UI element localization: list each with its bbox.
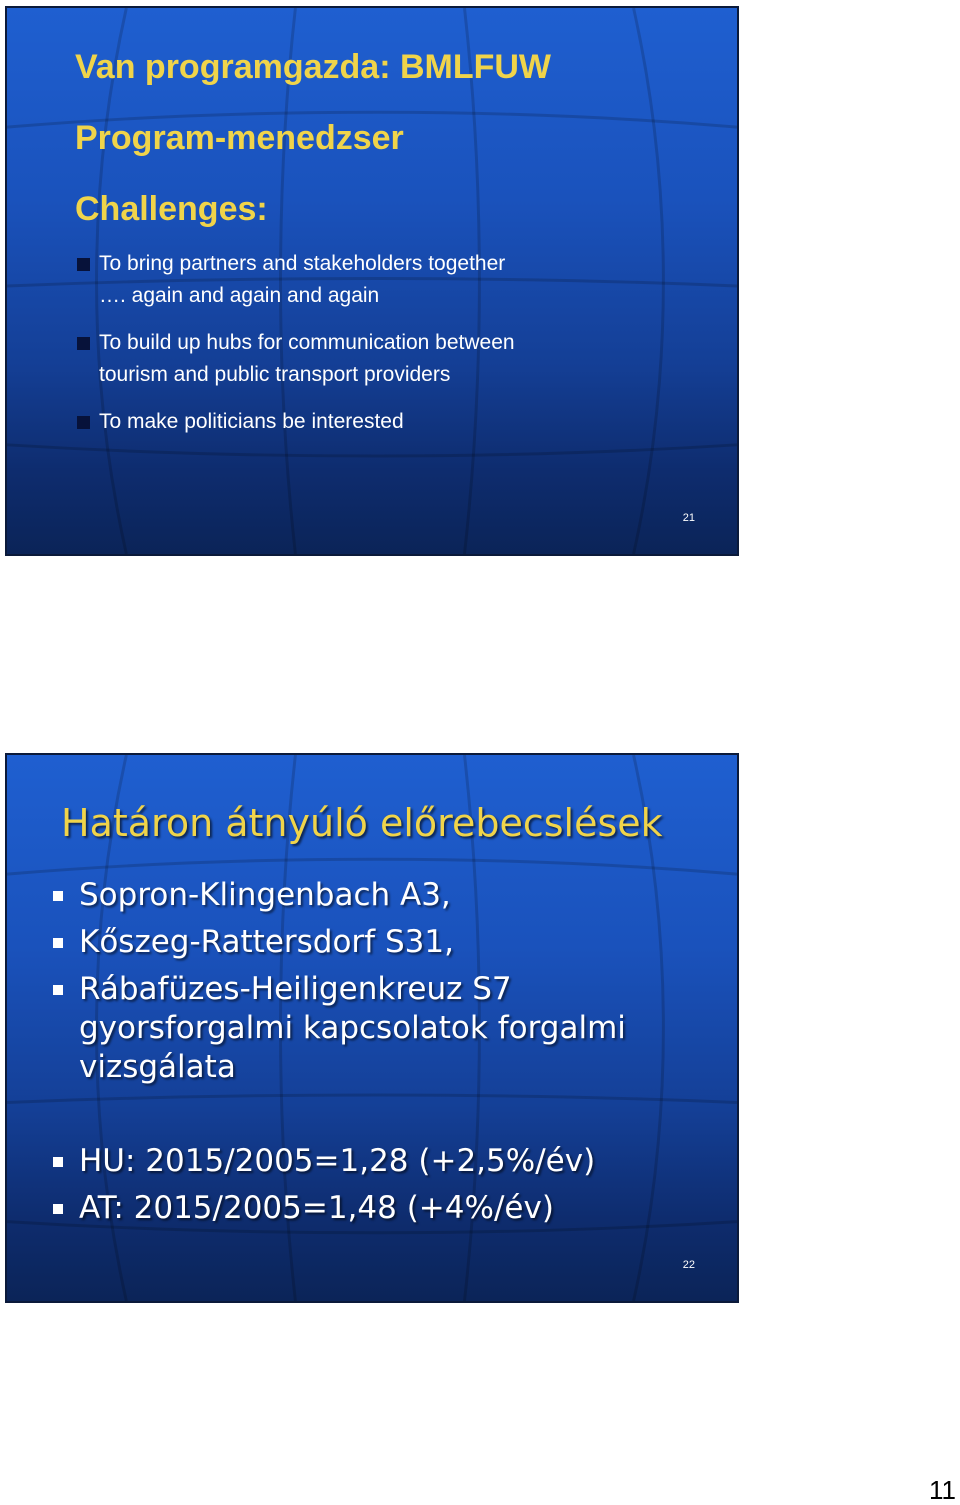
bullet-square-icon — [77, 416, 90, 429]
bullet-line: HU: 2015/2005=1,28 (+2,5%/év) — [79, 1143, 596, 1179]
bullet-square-icon — [77, 258, 90, 271]
forecast-bullet-at — [53, 1189, 713, 1228]
bullet-line: tourism and public transport providers — [99, 363, 451, 386]
forecast-bullet-2 — [53, 923, 713, 962]
slide-21 — [5, 6, 739, 556]
bullet-line: To make politicians be interested — [99, 410, 404, 433]
bullet-line: Sopron-Klingenbach A3, — [79, 877, 451, 913]
heading-challenges: Challenges: — [75, 190, 268, 228]
bullet-line: To bring partners and stakeholders together — [99, 252, 506, 275]
forecast-bullet-hu — [53, 1142, 713, 1181]
bullet-square-icon — [53, 1157, 63, 1167]
slide-title: Határon átnyúló előrebecslések — [61, 801, 663, 845]
bullet-square-icon — [53, 1204, 63, 1214]
challenge-bullet-2 — [77, 327, 697, 391]
page-number: 11 — [929, 1475, 956, 1505]
heading-program-manager: Program-menedzser — [75, 119, 404, 157]
bullet-line: Rábafüzes-Heiligenkreuz S7 — [79, 971, 512, 1007]
bullet-square-icon — [53, 891, 63, 901]
slide-22 — [5, 753, 739, 1303]
bullet-line: …. again and again and again — [99, 284, 380, 307]
challenge-bullet-1 — [77, 248, 697, 312]
forecast-bullet-3 — [53, 970, 713, 1087]
bullet-line: vizsgálata — [79, 1049, 236, 1085]
bullet-square-icon — [77, 337, 90, 350]
bullet-line: AT: 2015/2005=1,48 (+4%/év) — [79, 1190, 554, 1226]
bullet-line: To build up hubs for communication between — [99, 331, 515, 354]
bullet-square-icon — [53, 938, 63, 948]
challenge-bullet-3 — [77, 406, 697, 438]
bullet-line: gyorsforgalmi kapcsolatok forgalmi — [79, 1010, 626, 1046]
slide-number: 21 — [682, 512, 695, 524]
heading-program-owner: Van programgazda: BMLFUW — [75, 48, 552, 86]
slide-number: 22 — [682, 1259, 695, 1271]
forecast-bullet-1 — [53, 876, 713, 915]
bullet-line: Kőszeg-Rattersdorf S31, — [79, 924, 454, 960]
bullet-square-icon — [53, 985, 63, 995]
